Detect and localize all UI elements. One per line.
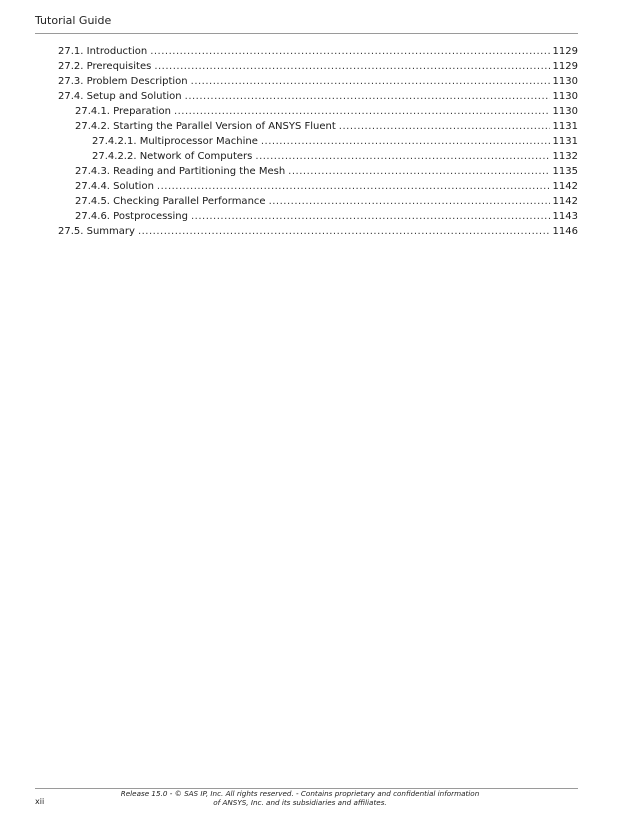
toc-entry-label: 27.4.2.2. Network of Computers [92, 151, 253, 162]
page-header-title: Tutorial Guide [35, 14, 112, 27]
header-divider [35, 33, 578, 34]
toc-entry-label: 27.5. Summary [58, 226, 135, 237]
toc-entry-page-number: 1129 [552, 46, 578, 57]
toc-entry-label: 27.1. Introduction [58, 46, 148, 57]
toc-entry-page-number: 1131 [552, 136, 578, 147]
toc-entry-label: 27.2. Prerequisites [58, 61, 152, 72]
toc-dot-leader [174, 104, 550, 119]
toc-entry-label: 27.4.6. Postprocessing [75, 211, 188, 222]
toc-entry[interactable] [92, 149, 578, 164]
toc-dot-leader [191, 74, 550, 89]
toc-entry[interactable] [75, 164, 578, 179]
toc-dot-leader [339, 119, 550, 134]
toc-entry-label: 27.4.5. Checking Parallel Performance [75, 196, 266, 207]
toc-entry-label: 27.3. Problem Description [58, 76, 188, 87]
toc-dot-leader [288, 164, 549, 179]
toc-entry-label: 27.4. Setup and Solution [58, 91, 182, 102]
toc-dot-leader [191, 209, 550, 224]
toc-entry-label: 27.4.3. Reading and Partitioning the Mesh [75, 166, 286, 177]
toc-entry-page-number: 1129 [552, 61, 578, 72]
toc-entry-label: 27.4.4. Solution [75, 181, 154, 192]
toc-entry[interactable] [58, 59, 578, 74]
toc-dot-leader [185, 89, 550, 104]
toc-entry[interactable] [58, 224, 578, 239]
toc-dot-leader [154, 59, 549, 74]
toc-entry-page-number: 1132 [552, 151, 578, 162]
toc-entry-page-number: 1146 [552, 226, 578, 237]
toc-entry[interactable] [92, 134, 578, 149]
toc-entry-page-number: 1131 [552, 121, 578, 132]
toc-entry-page-number: 1130 [552, 91, 578, 102]
toc-entry[interactable] [75, 209, 578, 224]
page-number: xii [35, 797, 45, 806]
toc-entry[interactable] [75, 119, 578, 134]
toc-entry[interactable] [75, 179, 578, 194]
footer-copyright-line-2: of ANSYS, Inc. and its subsidiaries and affiliates. [213, 798, 387, 807]
toc-entry-label: 27.4.2. Starting the Parallel Version of ANSYS Fluent [75, 121, 336, 132]
toc-entry[interactable] [58, 74, 578, 89]
toc-dot-leader [157, 179, 550, 194]
toc-entry-page-number: 1135 [552, 166, 578, 177]
toc-entry[interactable] [75, 194, 578, 209]
toc-dot-leader [150, 44, 549, 59]
toc-entry-page-number: 1143 [552, 211, 578, 222]
toc-dot-leader [255, 149, 549, 164]
toc-entry-page-number: 1130 [552, 106, 578, 117]
footer-copyright [110, 789, 490, 807]
toc-entry-page-number: 1130 [552, 76, 578, 87]
toc-entry-label: 27.4.1. Preparation [75, 106, 171, 117]
toc-entry[interactable] [58, 44, 578, 59]
toc-entry-label: 27.4.2.1. Multiprocessor Machine [92, 136, 258, 147]
toc-entry[interactable] [58, 89, 578, 104]
footer-copyright-line-1: Release 15.0 - © SAS IP, Inc. All rights reserved. - Contains proprietary and confidential information [120, 789, 480, 798]
toc-dot-leader [138, 224, 550, 239]
toc-dot-leader [269, 194, 550, 209]
toc-entry-page-number: 1142 [552, 196, 578, 207]
toc-dot-leader [261, 134, 550, 149]
toc-entry-page-number: 1142 [552, 181, 578, 192]
toc-entry[interactable] [75, 104, 578, 119]
